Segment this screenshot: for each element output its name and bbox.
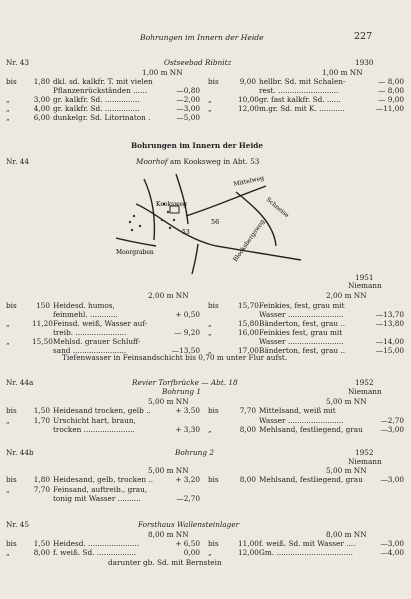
entry-number-45: Nr. 45 <box>6 520 29 529</box>
running-header: Bohrungen im Innern der Heide <box>140 33 264 42</box>
elevation-right-45: 8,00 m NN <box>326 530 367 539</box>
elevation-right-44b: 5,00 m NN <box>326 466 367 475</box>
layer-depth: 12,00 <box>238 104 259 113</box>
layer-description: sand ....................... <box>53 346 127 355</box>
entry-number-44: Nr. 44 <box>6 157 29 166</box>
layer-prefix: „ <box>208 548 212 557</box>
layer-depth: 9,00 <box>239 77 256 86</box>
layer-prefix: bis <box>6 539 17 548</box>
map-label-moorgraben: Moorgraben <box>116 249 154 256</box>
layer-prefix: „ <box>208 319 212 328</box>
layer-elevation: —13,70 <box>375 310 404 319</box>
elevation-right-44a: 5,00 m NN <box>326 397 367 406</box>
entry-number-44a: Nr. 44a <box>6 378 34 387</box>
map-label-blocksbergsweg: Blocksbergsweg <box>231 218 267 264</box>
layer-elevation: —2,00 <box>176 95 200 104</box>
layer-description: Feinkies, fest, grau mit <box>259 301 345 310</box>
layer-prefix: bis <box>208 539 219 548</box>
note-45: darunter gb. Sd. mit Bernstein <box>108 558 222 567</box>
layer-depth: 8,00 <box>239 425 256 434</box>
layer-description: Urschicht hart, braun, <box>53 415 136 425</box>
entry-title-45: Forsthaus Wallensteinlager <box>138 520 240 529</box>
layer-depth: 8,00 <box>33 548 50 557</box>
entry-year-44: 1951 <box>355 273 374 282</box>
page-number: 227 <box>354 31 373 42</box>
entry-subtitle-44a: Bohrung 1 <box>162 387 201 396</box>
entry-location-43: Ostseebad Ribnitz <box>164 58 232 67</box>
layer-description: Wasser ........................ <box>259 415 344 425</box>
layer-elevation: + 6,50 <box>175 539 200 548</box>
layer-prefix: bis <box>208 475 219 484</box>
layer-prefix: „ <box>208 328 212 337</box>
layer-elevation: + 3,30 <box>175 425 200 434</box>
entry-number-44b: Nr. 44b <box>6 448 34 457</box>
entry-title-44a: Revier Torfbrücke — Abt. 18 <box>132 378 238 387</box>
layer-elevation: + 0,50 <box>175 310 200 319</box>
layer-elevation: —3,00 <box>176 104 200 113</box>
layer-depth: 3,00 <box>33 95 50 104</box>
layer-depth: 4,00 <box>33 104 50 113</box>
layer-description: Mittelsand, weiß mit <box>259 406 336 415</box>
elevation-left-45: 8,00 m NN <box>148 530 189 539</box>
layer-description: Mehlsand, festliegend, grau <box>259 425 363 434</box>
layer-description: Heidesd. humos, <box>53 301 115 310</box>
layer-depth: 11,20 <box>32 319 53 328</box>
layer-description: hellbr. Sd. mit Schalen- <box>259 77 346 86</box>
elevation-left-44: 2,00 m NN <box>148 291 189 300</box>
layer-prefix: „ <box>6 113 10 122</box>
layer-description: Feinkies fest, grau mit <box>259 328 343 337</box>
layer-description: Gm. ................................. <box>259 548 353 557</box>
layer-depth: 1,80 <box>33 475 50 484</box>
layer-prefix: „ <box>208 425 212 434</box>
section-title: Bohrungen im Innern der Heide <box>131 141 263 150</box>
map-label-kooksweg: Kooksweg <box>156 201 187 208</box>
layer-elevation: —3,00 <box>380 475 404 484</box>
layer-depth: 17,00 <box>238 346 259 355</box>
layer-prefix: bis <box>208 406 219 415</box>
layer-elevation: — 9,20 <box>174 328 200 337</box>
layer-description: Heidesand trocken, gelb .. <box>53 406 151 415</box>
layer-description: gr. kalkfr. Sd. ............... <box>53 104 140 113</box>
layer-depth: 6,00 <box>33 113 50 122</box>
layer-prefix: „ <box>208 95 212 104</box>
layer-description: treib. ...................... <box>53 328 127 337</box>
layer-prefix: bis <box>6 475 17 484</box>
location-name-44: Moorhof <box>136 157 168 166</box>
layer-depth: 15,70 <box>238 301 259 310</box>
layer-elevation: — 9,00 <box>378 95 404 104</box>
layer-prefix: „ <box>208 104 212 113</box>
layer-description: Bänderton, fest, grau .. <box>259 319 346 328</box>
layer-description: Bänderton, fest, grau .. <box>259 346 346 355</box>
layer-description: Wasser ........................ <box>259 337 344 346</box>
layer-prefix: „ <box>6 415 10 425</box>
layer-description: dunkelgr. Sd. Litorinaton . <box>53 113 151 122</box>
layer-elevation: —15,00 <box>375 346 404 355</box>
layer-description: m.gr. Sd. mit K. ........... <box>259 104 345 113</box>
entry-driller-44: Niemann <box>348 281 382 290</box>
layer-depth: 1,80 <box>33 77 50 86</box>
map-road-south <box>192 244 198 274</box>
layer-elevation: —11,00 <box>375 104 404 113</box>
layer-depth: 7,70 <box>239 406 256 415</box>
elevation-left-43: 1,00 m NN <box>142 68 183 77</box>
sketch-map <box>116 164 306 276</box>
layer-description: Mehlsand, festliegend, grau <box>259 475 363 484</box>
layer-elevation: —3,00 <box>380 539 404 548</box>
layer-depth: 15,50 <box>32 337 53 346</box>
layer-description: feinmehl. ............ <box>53 310 118 319</box>
layer-description: Pflanzenrückständen ...... <box>53 86 148 95</box>
elevation-right-44: 2,00 m NN <box>326 291 367 300</box>
elevation-right-43: 1,00 m NN <box>322 68 363 77</box>
elevation-left-44a: 5,00 m NN <box>148 397 189 406</box>
layer-depth: 15,80 <box>238 319 259 328</box>
layer-prefix: bis <box>208 301 219 310</box>
layer-description: Feinsd. weiß, Wasser auf- <box>53 319 148 328</box>
layer-description: gr. fast kalkfr. Sd. ...... <box>259 95 341 104</box>
layer-elevation: —13,80 <box>375 319 404 328</box>
layer-elevation: 0,00 <box>183 548 200 557</box>
layer-elevation: + 3,50 <box>175 406 200 415</box>
map-road-mittelweg <box>186 186 266 216</box>
layer-depth: 1,70 <box>33 415 50 425</box>
elevation-left-44b: 5,00 m NN <box>148 466 189 475</box>
layer-prefix: bis <box>6 406 17 415</box>
layer-elevation: —2,70 <box>380 415 404 425</box>
layer-depth: 8,00 <box>239 475 256 484</box>
layer-description: f. weiß. Sd. ................. <box>53 548 137 557</box>
entry-year-43: 1930 <box>355 58 374 67</box>
entry-year-44b: 1952 <box>355 448 374 457</box>
layer-depth: 7,70 <box>33 484 50 494</box>
layer-description: tonig mit Wasser .......... <box>53 494 141 503</box>
layer-description: gr. kalkfr. Sd. ............... <box>53 95 140 104</box>
layer-depth: 150 <box>36 301 50 310</box>
entry-title-44b: Bohrung 2 <box>175 448 214 457</box>
layer-depth: 11,00 <box>238 539 259 548</box>
layer-elevation: —4,00 <box>380 548 404 557</box>
map-moorgraben <box>116 238 156 246</box>
map-label-56: 56 <box>211 218 220 226</box>
layer-elevation: —0,80 <box>176 86 200 95</box>
layer-prefix: bis <box>6 77 17 86</box>
layer-prefix: „ <box>6 319 10 328</box>
layer-description: Feinsand, auftreib., grau, <box>53 484 148 494</box>
layer-depth: 12,00 <box>238 548 259 557</box>
layer-elevation: — 8,00 <box>378 86 404 95</box>
layer-description: Heidesd. ...................... <box>53 539 140 548</box>
layer-prefix: „ <box>6 95 10 104</box>
layer-elevation: — 8,00 <box>378 77 404 86</box>
layer-description: Mehlsd. grauer Schluff- <box>53 337 141 346</box>
layer-depth: 1,50 <box>33 539 50 548</box>
location-detail-44: am Kooksweg in Abt. 53 <box>169 157 260 166</box>
layer-description: Wasser ........................ <box>259 310 344 319</box>
entry-number-43: Nr. 43 <box>6 58 29 67</box>
layer-elevation: + 3,20 <box>175 475 200 484</box>
layer-description: trocken ...................... <box>53 425 135 434</box>
layer-prefix: „ <box>6 104 10 113</box>
layer-prefix: „ <box>6 548 10 557</box>
layer-elevation: —14,00 <box>375 337 404 346</box>
entry-year-44a: 1952 <box>355 378 374 387</box>
layer-elevation: —2,70 <box>176 494 200 503</box>
layer-depth: 10,00 <box>238 95 259 104</box>
note-44: Tiefenwasser in Feinsandschicht bis 0,70 m unter Flur aufst. <box>62 353 288 362</box>
map-road-blocksberg <box>136 204 301 260</box>
layer-description: Heidesand, gelb, trocken .. <box>53 475 154 484</box>
map-label-53: 53 <box>182 229 190 236</box>
layer-description: rest. .......................... <box>259 86 339 95</box>
layer-elevation: —13,50 <box>171 346 200 355</box>
layer-prefix: bis <box>6 301 17 310</box>
entry-driller-44b: Niemann <box>348 457 382 466</box>
layer-prefix: „ <box>208 346 212 355</box>
entry-driller-44a: Niemann <box>348 387 382 396</box>
layer-description: dkl. sd. kalkfr. T. mit vielen <box>53 77 153 86</box>
layer-prefix: „ <box>6 484 10 494</box>
layer-elevation: —5,00 <box>176 113 200 122</box>
map-label-mittelweg: Mittelweg <box>232 174 265 188</box>
layer-prefix: bis <box>208 77 219 86</box>
layer-prefix: „ <box>6 337 10 346</box>
layer-depth: 1,50 <box>33 406 50 415</box>
layer-depth: 16,00 <box>238 328 259 337</box>
map-label-schneise: Schneise <box>264 196 291 220</box>
layer-description: f. weiß. Sd. mit Wasser .... <box>259 539 356 548</box>
layer-elevation: —3,00 <box>380 425 404 434</box>
